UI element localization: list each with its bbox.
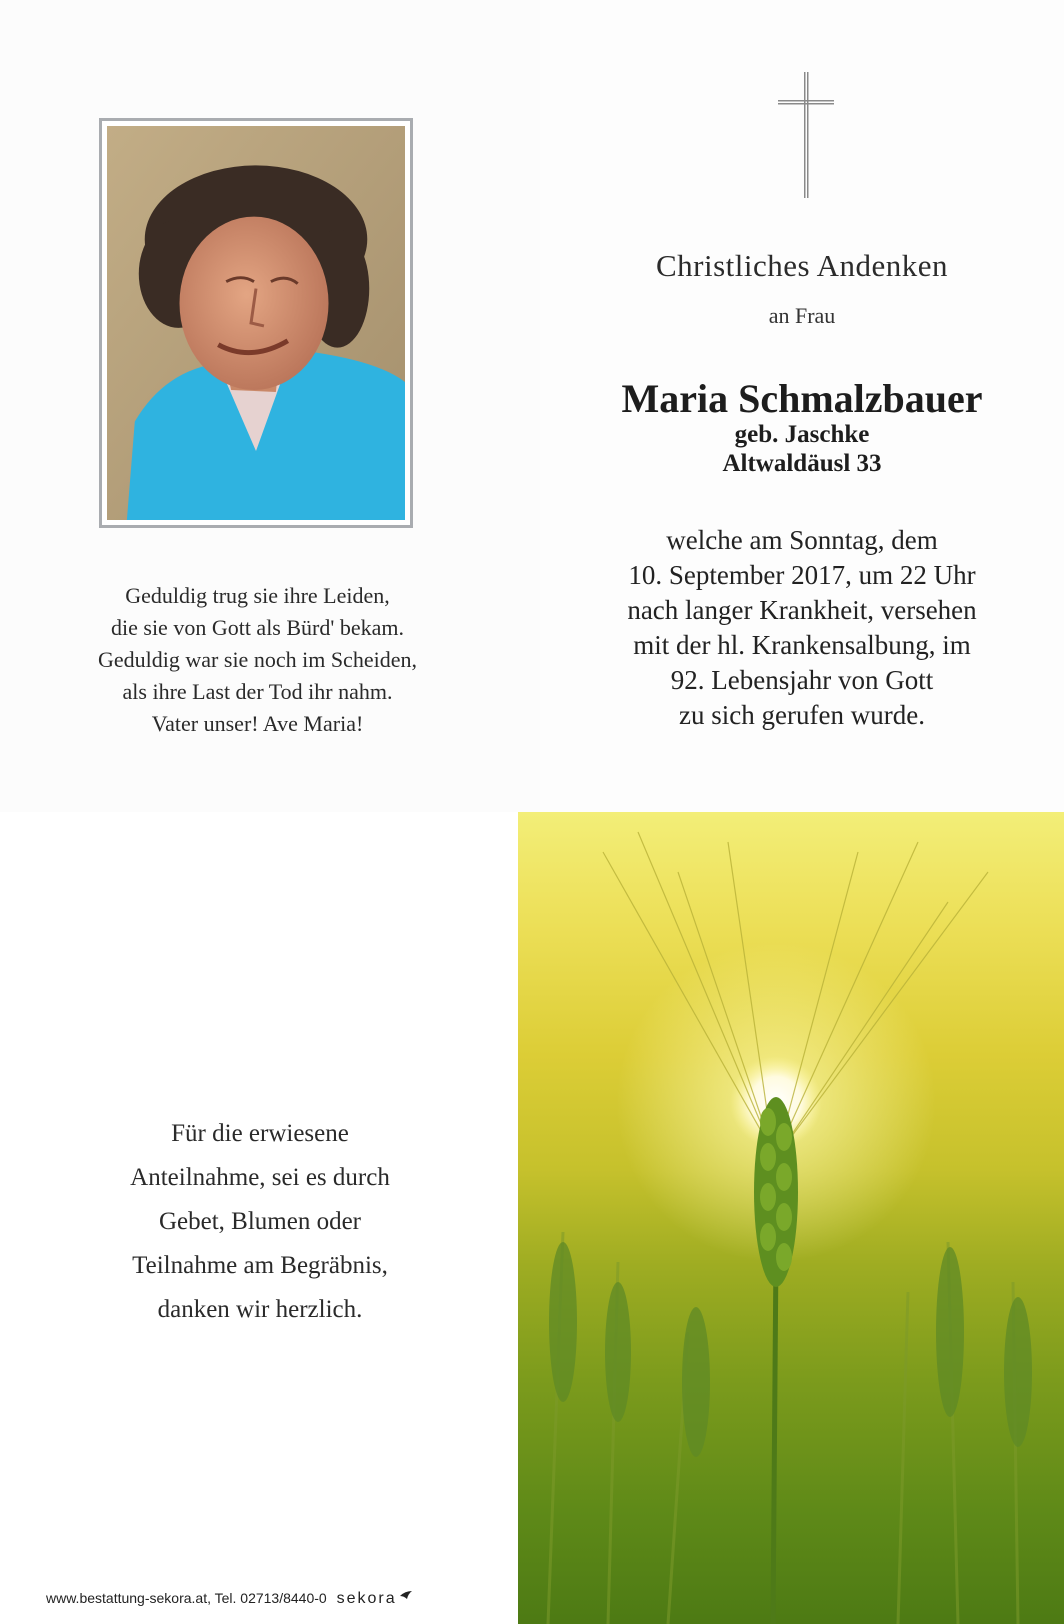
poem-line: Geduldig trug sie ihre Leiden, [125, 583, 390, 608]
thanks-line: Gebet, Blumen oder [158, 1208, 362, 1235]
announcement-line: welche am Sonntag, dem [666, 525, 938, 555]
deceased-name: Maria Schmalzbauer [621, 376, 983, 421]
thanks-text [60, 1112, 460, 1332]
brand-logo: sekora [336, 1590, 397, 1607]
thanks-line: Teilnahme am Begräbnis, [132, 1252, 388, 1279]
announcement [540, 523, 1064, 733]
thanks-line: danken wir herzlich. [157, 1296, 363, 1323]
maiden-name: geb. Jaschke [734, 421, 870, 448]
announcement-line: 10. September 2017, um 22 Uhr [628, 560, 976, 590]
portrait-frame [99, 118, 413, 528]
bird-icon [399, 1590, 413, 1600]
portrait-photo [107, 126, 405, 520]
prayers-row [70, 708, 445, 740]
cross-icon [776, 70, 836, 202]
footer [46, 1590, 413, 1608]
poem-line: die sie von Gott als Bürd' bekam. [111, 615, 404, 640]
wheat-field-image [518, 812, 1064, 1624]
memorial-panel [540, 0, 1064, 812]
footer-contact: www.bestattung-sekora.at, Tel. 02713/8440-0 [46, 1590, 327, 1606]
announcement-line: 92. Lebensjahr von Gott [670, 665, 934, 695]
wheat-illustration [518, 812, 1064, 1624]
address: Altwaldäusl 33 [722, 450, 882, 477]
thanks-line: Anteilnahme, sei es durch [130, 1164, 390, 1191]
poem-line: Geduldig war sie noch im Scheiden, [98, 647, 417, 672]
announcement-line: mit der hl. Krankensalbung, im [633, 630, 971, 660]
memorial-title: Christliches Andenken [655, 248, 949, 283]
photo-panel [0, 0, 540, 812]
thanks-line: Für die erwiesene [171, 1120, 349, 1147]
poem [70, 580, 445, 740]
poem-line: als ihre Last der Tod ihr nahm. [122, 679, 393, 704]
prayer-right: Ave Maria! [262, 711, 364, 736]
thanks-panel [0, 812, 518, 1624]
announcement-line: zu sich gerufen wurde. [679, 700, 925, 730]
announcement-line: nach langer Krankheit, versehen [627, 595, 977, 625]
prayer-left: Vater unser! [151, 711, 259, 736]
salutation: an Frau [768, 303, 836, 328]
